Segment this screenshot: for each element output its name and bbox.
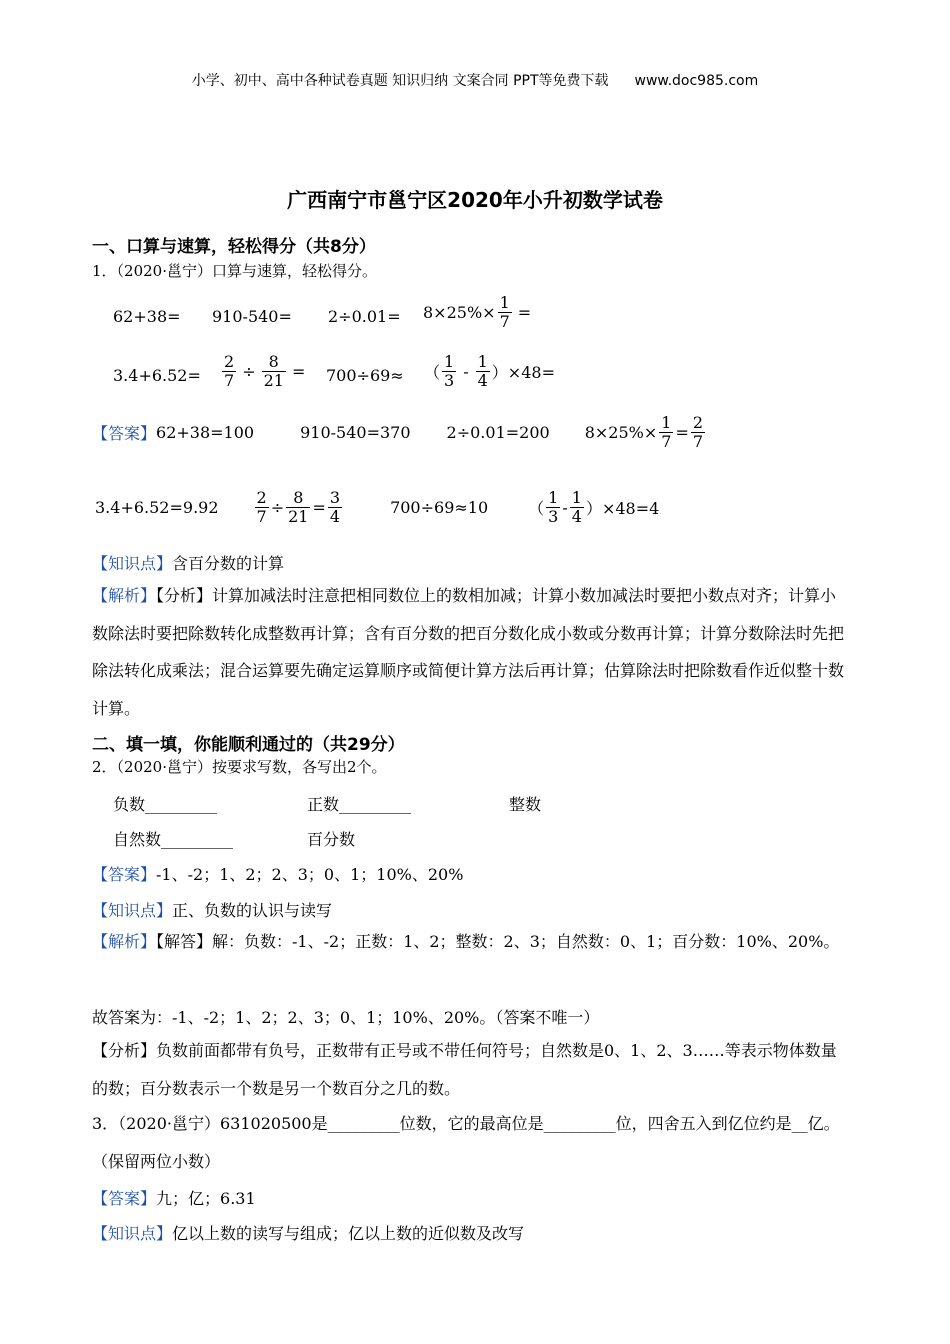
q1-expr-2: 910-540=	[212, 307, 292, 326]
q1-expr-8: （ $\frac{1}{3}$ - $\frac{1}{4}$ ）×48=	[424, 352, 555, 390]
q2-integer-label: 整数	[509, 795, 542, 814]
fraction: $\frac{2}{7}$	[692, 413, 704, 451]
q2-conclusion: 故答案为：-1、-2；1、2；2、3；0、1；10%、20%。（答案不唯一）	[92, 1008, 600, 1027]
q1-knowledge-point: 【知识点】含百分数的计算	[92, 554, 285, 573]
fraction: $\frac{1}{4}$	[571, 488, 582, 526]
fraction: $\frac{1}{7}$	[661, 413, 672, 451]
q1-expr-1: 62+38=	[113, 307, 181, 326]
page-header	[0, 70, 950, 90]
fraction: $\frac{3}{4}$	[329, 488, 341, 526]
fraction: $\frac{1}{3}$	[548, 488, 559, 526]
q2-negative-blank: 负数_________	[113, 795, 218, 814]
section-2-heading: 二、填一填，你能顺利通过的（共29分）	[92, 735, 405, 755]
q3-answer: 【答案】九；亿；6.31	[92, 1189, 256, 1208]
q2-analysis: 【解析】【解答】解：负数：-1、-2；正数：1、2；整数：2、3；自然数：0、1；百分数：10%、20%。	[92, 932, 840, 951]
fraction: $\frac{2}{7}$	[224, 352, 235, 390]
q2-stem: 2．（2020·邕宁）按要求写数，各写出2个。	[92, 758, 387, 776]
kp-tag: 【知识点】	[92, 1224, 173, 1243]
header-site[interactable]: www.doc985.com	[634, 73, 759, 89]
fraction: $\frac{1}{4}$	[477, 352, 488, 390]
fraction: $\frac{1}{7}$	[499, 293, 510, 331]
answer-tag: 【答案】	[92, 865, 157, 884]
fraction: $\frac{1}{3}$	[444, 352, 455, 390]
analysis-tag: 【解析】	[92, 932, 157, 951]
answer-tag: 【答案】	[92, 424, 157, 443]
analysis-tag: 【解析】	[92, 586, 157, 605]
q3-stem: 3．（2020·邕宁）631020500是_________位数，它的最高位是_________位，四舍五入到亿位约是__亿。（保留两位小数）	[92, 1114, 840, 1171]
q2-knowledge-point: 【知识点】正、负数的认识与读写	[92, 901, 333, 920]
fraction: $\frac{2}{7}$	[256, 488, 267, 526]
q2-answer: 【答案】-1、-2；1、2；2、3；0、1；10%、20%	[92, 865, 464, 884]
kp-tag: 【知识点】	[92, 901, 173, 920]
fraction: $\frac{8}{21}$	[263, 352, 284, 390]
q1-answer-row-2: 3.4+6.52=9.92 $\frac{2}{7}$ ÷ $\frac{8}{21}$ = $\frac{3}{4}$ 700÷69≈10 （ $\frac{1}{3}$ - $\frac{1}{4}$ ）×48=4	[95, 488, 660, 526]
q1-expr-4: 8×25%× $\frac{1}{7}$ =	[423, 293, 532, 331]
q1-expr-6: $\frac{2}{7}$ ÷ $\frac{8}{21}$ =	[224, 352, 306, 390]
q2-percent-label: 百分数	[307, 830, 356, 849]
q1-answer-row-1: 【答案】 62+38=100 910-540=370 2÷0.01=200 8×25%× $\frac{1}{7}$ = $\frac{2}{7}$	[92, 413, 704, 451]
q1-expr-7: 700÷69≈	[326, 366, 404, 385]
q2-positive-blank: 正数_________	[307, 795, 412, 814]
answer-tag: 【答案】	[92, 1189, 157, 1208]
fraction: $\frac{8}{21}$	[288, 488, 309, 526]
q3-knowledge-point: 【知识点】亿以上数的读写与组成；亿以上数的近似数及改写	[92, 1224, 525, 1243]
q1-analysis: 【解析】【分析】计算加减法时注意把相同数位上的数相加减；计算小数加减法时要把小数点对齐；计算小数除法时要把除数转化成整数再计算；含有百分数的把百分数化成小数或分数再计算；计算分数除法时先把除法转化成乘法；混合运算要先确定运算顺序或简便计算方法后再计算；估算除法时把除数看作近似整十数计算。	[92, 586, 845, 718]
q1-expr-5: 3.4+6.52=	[113, 366, 201, 385]
q1-expr-3: 2÷0.01=	[328, 307, 401, 326]
q2-natural-blank: 自然数_________	[113, 830, 234, 849]
section-1-heading: 一、口算与速算，轻松得分（共8分）	[92, 237, 376, 257]
page-title: 广西南宁市邕宁区2020年小升初数学试卷	[287, 188, 663, 212]
header-text: 小学、初中、高中各种试卷真题 知识归纳 文案合同 PPT等免费下载	[191, 73, 609, 89]
q2-analysis-2: 【分析】负数前面都带有负号，正数带有正号或不带任何符号；自然数是0、1、2、3……等表示物体数量的数；百分数表示一个数是另一个数百分之几的数。	[92, 1041, 837, 1098]
kp-tag: 【知识点】	[92, 554, 173, 573]
q1-stem: 1．（2020·邕宁）口算与速算，轻松得分。	[92, 262, 377, 280]
